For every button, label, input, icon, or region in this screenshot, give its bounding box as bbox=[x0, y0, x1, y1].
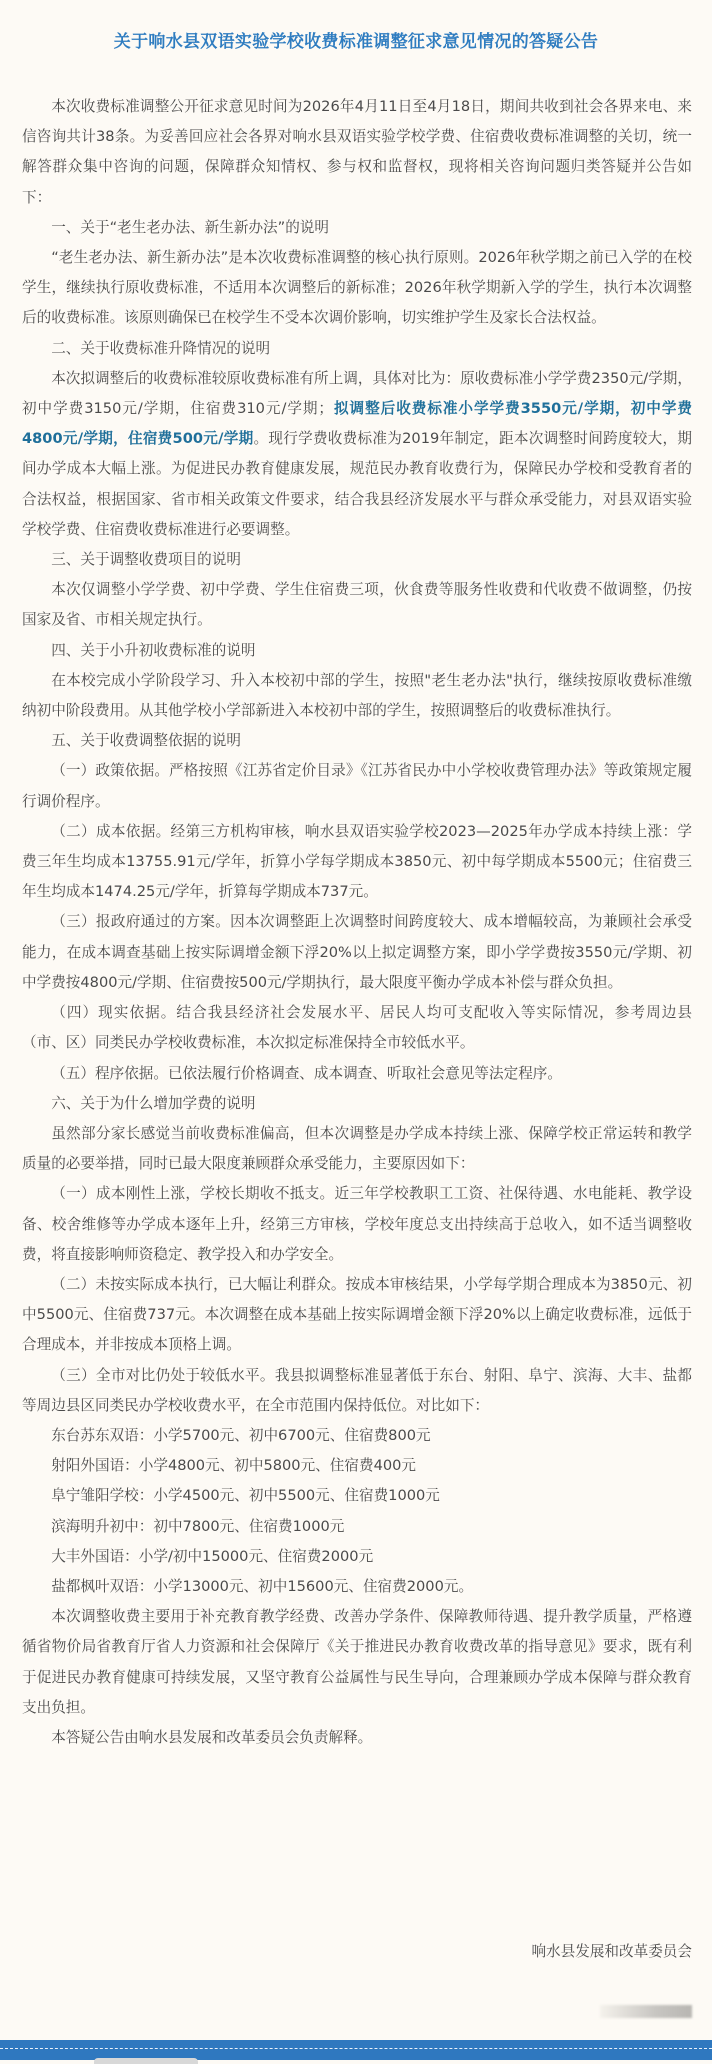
comparison-item: 滨海明升初中：初中7800元、住宿费1000元 bbox=[51, 1517, 345, 1535]
section-body-1: “老生老办法、新生新办法”是本次收费标准调整的核心执行原则。2026年秋学期之前已入学的在校学生，继续执行原收费标准，不适用本次调整后的新标准；2026年秋学期新入学的学生，执行本次调整后的收费标准。该原则确保已在校学生不受本次调价影响，切实维护学生及家长合法权益。 bbox=[22, 249, 692, 327]
announcement-body bbox=[22, 92, 692, 1753]
reason-item-city-comparison: （三）全市对比仍处于较低水平。我县拟调整标准显著低于东台、射阳、阜宁、滨海、大丰、盐都等周边县区同类民办学校收费水平，在全市范围内保持低位。对比如下： bbox=[22, 1366, 692, 1414]
reason-item-cost-rise: （一）成本刚性上涨，学校长期收不抵支。近三年学校教职工工资、社保待遇、水电能耗、教学设备、校舍维修等办学成本逐年上升，经第三方审核，学校年度总支出持续高于总收入，如不适当调整收费，将直接影响师资稳定、教学投入和办学安全。 bbox=[22, 1185, 692, 1263]
signature-org: 响水县发展和改革委员会 bbox=[531, 1943, 692, 1960]
section-body-2-before: 本次拟调整后的收费标准较原收费标准有所上调，具体对比为：原收费标准小学学费2350元/学期，初中学费3150元/学期，住宿费310元/学期； bbox=[22, 369, 692, 418]
section-body-6: 虽然部分家长感觉当前收费标准偏高，但本次调整是办学成本持续上涨、保障学校正常运转和教学质量的必要举措，同时已最大限度兼顾群众承受能力，主要原因如下： bbox=[22, 1124, 692, 1173]
section-heading-3: 三、关于调整收费项目的说明 bbox=[51, 551, 241, 569]
basis-item-plan: （三）报政府通过的方案。因本次调整距上次调整时间跨度较大、成本增幅较高，为兼顾社会承受能力，在成本调查基础上按实际调增金额下浮20%以上拟定调整方案，即小学学费按3550元/学期、初中学费按4800元/学期、住宿费按500元/学期执行，最大限度平衡办学成本补偿与群众负担。 bbox=[22, 913, 692, 991]
section-heading-5: 五、关于收费调整依据的说明 bbox=[51, 732, 241, 750]
comparison-item: 射阳外国语：小学4800元、初中5800元、住宿费400元 bbox=[51, 1457, 417, 1475]
reason-item-below-cost: （二）未按实际成本执行，已大幅让利群众。按成本审核结果，小学每学期合理成本为3850元、初中5500元、住宿费737元。本次调整在成本基础上按实际调增金额下浮20%以上确定收费标准，远低于合理成本，并非按成本顶格上调。 bbox=[22, 1275, 692, 1354]
section-heading-1: 一、关于“老生老办法、新生新办法”的说明 bbox=[51, 218, 329, 236]
highlighted-new-fees: 拟调整后收费标准小学学费3550元/学期，初中学费4800元/学期，住宿费500元/学期 bbox=[22, 400, 692, 448]
comparison-item: 大丰外国语：小学/初中15000元、住宿费2000元 bbox=[51, 1547, 374, 1565]
section-body-2 bbox=[22, 364, 692, 545]
section-heading-2: 二、关于收费标准升降情况的说明 bbox=[51, 339, 271, 357]
comparison-item: 盐都枫叶双语：小学13000元、初中15600元、住宿费2000元。 bbox=[51, 1577, 474, 1595]
section-body-2-after: 。现行学费收费标准为2019年制定，距本次调整时间跨度较大，期间办学成本大幅上涨。为促进民办教育健康发展，规范民办教育收费行为，保障民办学校和受教育者的合法权益，根据国家、省市相关政策文件要求，结合我县经济发展水平与群众承受能力，对县双语实验学校学费、住宿费收费标准进行必要调整。 bbox=[22, 430, 692, 538]
section-heading-4: 四、关于小升初收费标准的说明 bbox=[51, 641, 256, 659]
footer-dashed-line bbox=[0, 2048, 712, 2049]
page-title: 关于响水县双语实验学校收费标准调整征求意见情况的答疑公告 bbox=[113, 32, 599, 52]
footer-bar bbox=[0, 2040, 712, 2060]
basis-item-policy: （一）政策依据。严格按照《江苏省定价目录》《江苏省民办中小学校收费管理办法》等政策规定履行调价程序。 bbox=[22, 762, 692, 810]
basis-item-reality: （四）现实依据。结合我县经济社会发展水平、居民人均可支配收入等实际情况，参考周边县（市、区）同类民办学校收费标准，本次拟定标准保持全市较低水平。 bbox=[22, 1004, 692, 1052]
blurred-date bbox=[600, 2005, 692, 2018]
comparison-item: 东台苏东双语：小学5700元、初中6700元、住宿费800元 bbox=[51, 1426, 431, 1444]
basis-item-cost: （二）成本依据。经第三方机构审核，响水县双语实验学校2023—2025年办学成本持续上涨：学费三年生均成本13755.91元/学年，折算小学每学期成本3850元、初中每学期成本5500元；住宿费三年生均成本1474.25元/学年，折算每学期成本737元。 bbox=[22, 822, 692, 901]
section-body-3: 本次仅调整小学学费、初中学费、学生住宿费三项，伙食费等服务性收费和代收费不做调整，仍按国家及省、市相关规定执行。 bbox=[22, 581, 692, 629]
footer-tab-shape bbox=[94, 2058, 198, 2064]
closing-paragraph: 本次调整收费主要用于补充教育教学经费、改善办学条件、保障教师待遇、提升教学质量，严格遵循省物价局省教育厅省人力资源和社会保障厅《关于推进民办教育收费改革的指导意见》要求，既有利于促进民办教育健康可持续发展，又坚守教育公益属性与民生导向，合理兼顾办学成本保障与群众教育支出负担。 bbox=[22, 1608, 692, 1716]
intro-paragraph: 本次收费标准调整公开征求意见时间为2026年4月11日至4月18日，期间共收到社会各界来电、来信咨询共计38条。为妥善回应社会各界对响水县双语实验学校学费、住宿费收费标准调整的关切，统一解答群众集中咨询的问题，保障群众知情权、参与权和监督权，现将相关咨询问题归类答疑并公告如下： bbox=[22, 98, 692, 206]
explanation-paragraph: 本答疑公告由响水县发展和改革委员会负责解释。 bbox=[51, 1728, 373, 1746]
section-heading-6: 六、关于为什么增加学费的说明 bbox=[51, 1094, 256, 1112]
section-body-4: 在本校完成小学阶段学习、升入本校初中部的学生，按照"老生老办法"执行，继续按原收费标准缴纳初中阶段费用。从其他学校小学部新进入本校初中部的学生，按照调整后的收费标准执行。 bbox=[22, 671, 692, 720]
basis-item-procedure: （五）程序依据。已依法履行价格调查、成本调查、听取社会意见等法定程序。 bbox=[51, 1064, 562, 1082]
comparison-item: 阜宁雏阳学校：小学4500元、初中5500元、住宿费1000元 bbox=[51, 1487, 440, 1505]
